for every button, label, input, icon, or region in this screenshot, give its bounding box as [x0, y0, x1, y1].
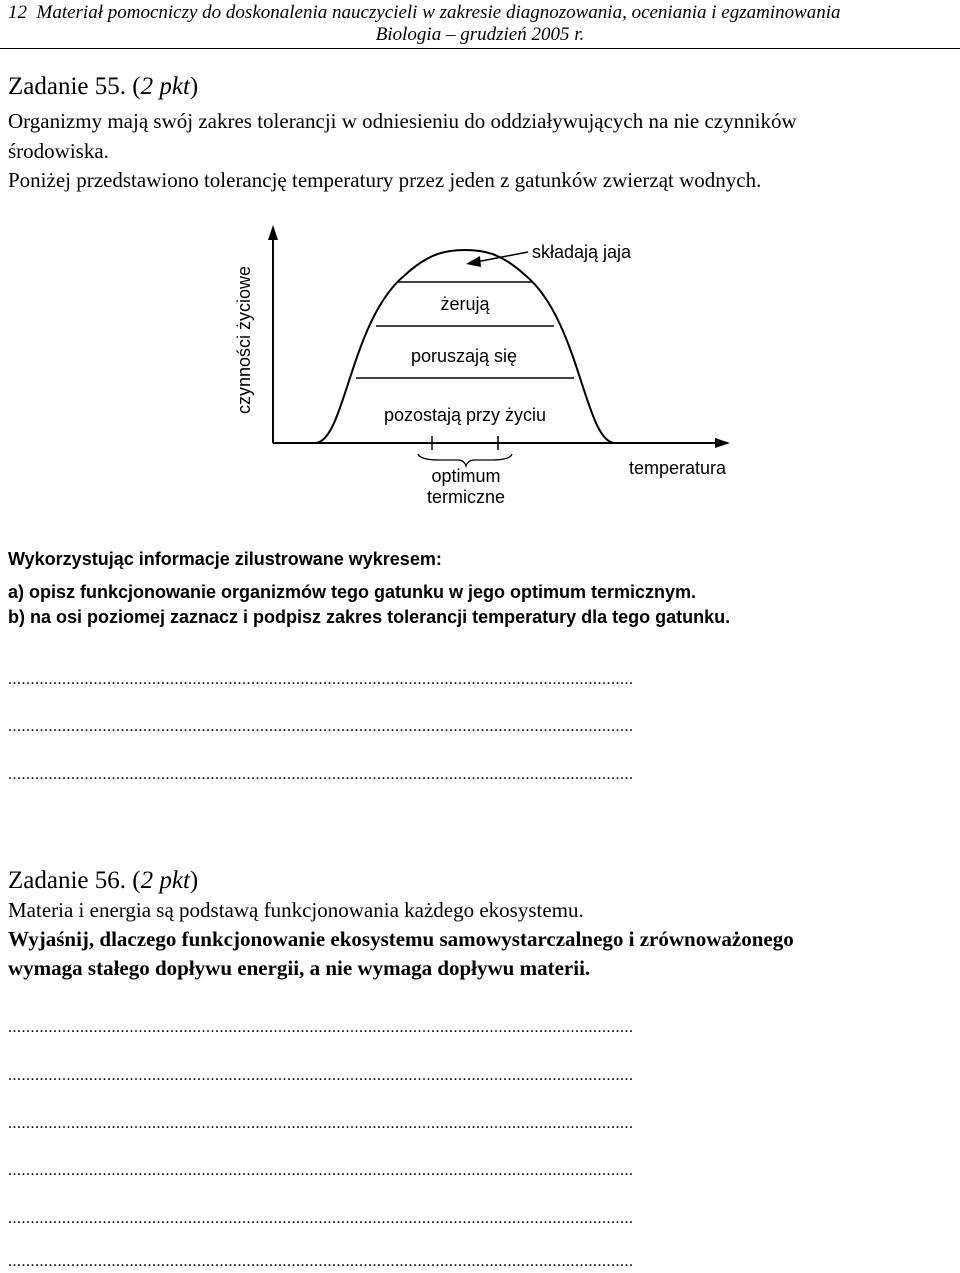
task-56-answer-line-6[interactable]: ...........................................................................................................................................: [8, 1253, 634, 1270]
task-55-answer-line-3[interactable]: ...........................................................................................................................................: [8, 766, 634, 783]
band-label-moving: poruszają się: [410, 346, 518, 366]
optimum-label-line-1: optimum: [431, 466, 501, 486]
tolerance-diagram: [0, 0, 960, 520]
task-56-answer-line-2[interactable]: ...........................................................................................................................................: [8, 1067, 634, 1084]
task-55-intro-line-3: Poniżej przedstawiono tolerancję temperatury przez jeden z gatunków zwierząt wodnych.: [8, 168, 762, 192]
band-label-feeding: żerują: [440, 294, 490, 314]
task-55-question-b: b) na osi poziomej zaznacz i podpisz zakres tolerancji temperatury dla tego gatunku.: [8, 607, 731, 627]
task-56-answer-line-4[interactable]: ...........................................................................................................................................: [8, 1162, 634, 1179]
egg-pointer-arrow: [466, 256, 481, 267]
y-axis-label: czynności życiowe: [234, 265, 254, 415]
task-56-answer-line-1[interactable]: ...........................................................................................................................................: [8, 1019, 634, 1036]
task-55-title: Zadanie 55. (2 pkt): [8, 73, 199, 100]
egg-pointer-line: [476, 252, 528, 262]
task-56-points: 2 pkt: [140, 867, 190, 894]
band-label-egg-laying: składają jaja: [532, 242, 632, 262]
optimum-brace: [418, 454, 512, 466]
task-55-instruction: Wykorzystując informacje zilustrowane wykresem:: [8, 549, 442, 569]
y-axis-arrow: [268, 225, 278, 240]
x-axis-label: temperatura: [629, 458, 727, 478]
task-56-question-line-2: wymaga stałego dopływu energii, a nie wymaga dopływu materii.: [8, 956, 591, 980]
page-number: 12: [8, 2, 27, 23]
optimum-label-line-2: termiczne: [426, 487, 506, 507]
band-label-survive: pozostają przy życiu: [383, 405, 547, 425]
header-subtitle: Biologia – grudzień 2005 r.: [375, 24, 585, 45]
task-55-intro-line-2: środowiska.: [8, 139, 109, 163]
task-55-intro-line-1: Organizmy mają swój zakres tolerancji w odniesieniu do oddziaływujących na nie czynników: [8, 109, 797, 133]
task-55-points: 2 pkt: [140, 73, 190, 100]
task-56-answer-line-3[interactable]: ...........................................................................................................................................: [8, 1115, 634, 1132]
task-56-title: Zadanie 56. (2 pkt): [8, 867, 199, 894]
task-56-question-line-1: Wyjaśnij, dlaczego funkcjonowanie ekosystemu samowystarczalnego i zrównoważonego: [8, 927, 794, 951]
task-55-answer-line-2[interactable]: ...........................................................................................................................................: [8, 718, 634, 735]
task-55-question-a: a) opisz funkcjonowanie organizmów tego gatunku w jego optimum termicznym.: [8, 582, 697, 602]
task-55-answer-line-1[interactable]: ...........................................................................................................................................: [8, 671, 634, 688]
x-axis-arrow: [715, 438, 730, 448]
header-title: Materiał pomocniczy do doskonalenia nauczycieli w zakresie diagnozowania, oceniania i egzaminowania: [36, 2, 841, 23]
task-56-answer-line-5[interactable]: ...........................................................................................................................................: [8, 1210, 634, 1227]
task-56-intro: Materia i energia są podstawą funkcjonowania każdego ekosystemu.: [8, 898, 584, 922]
